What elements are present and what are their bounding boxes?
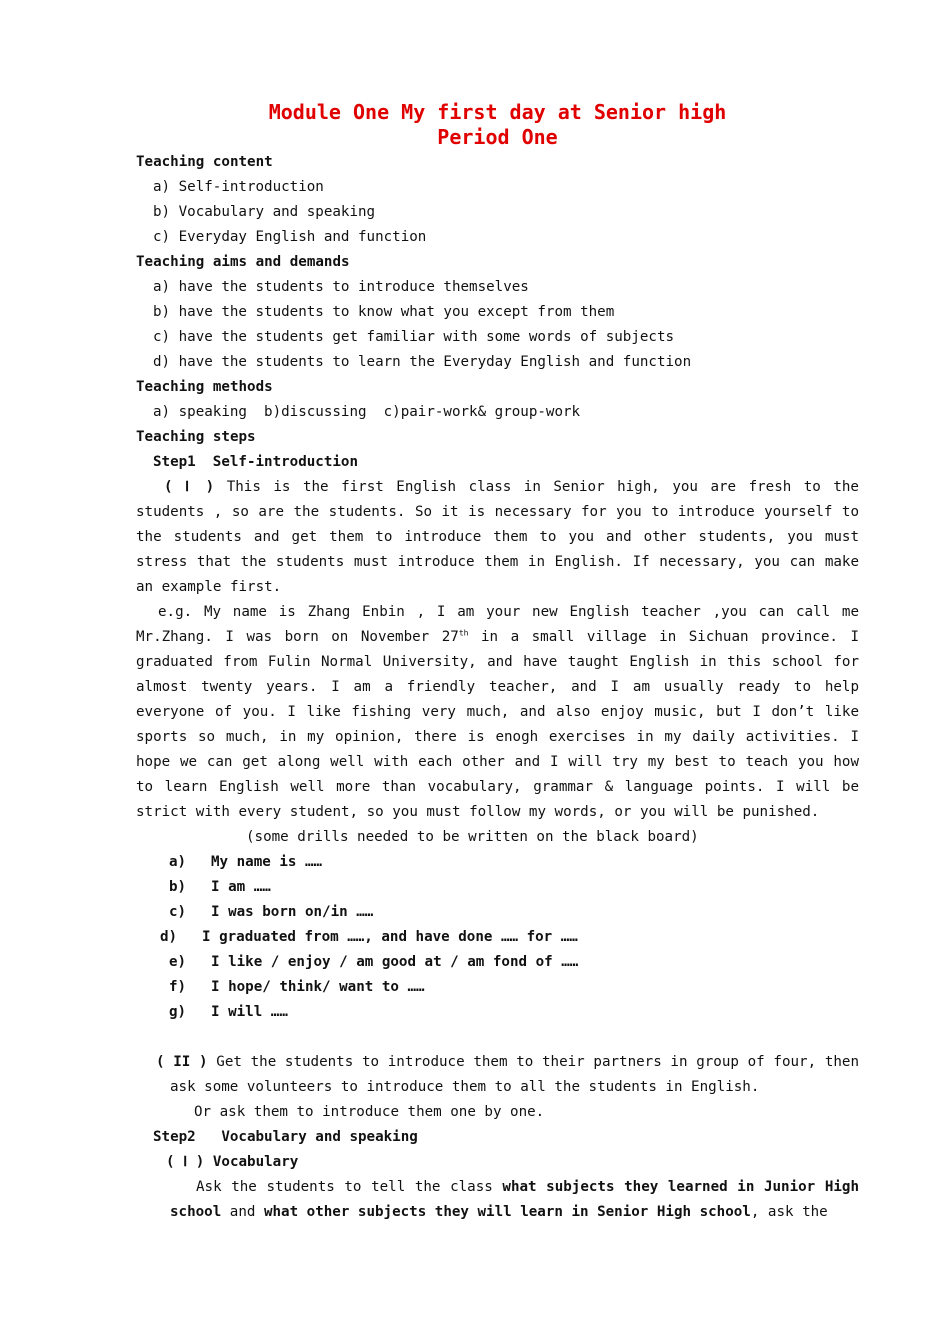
example-superscript: th — [458, 628, 469, 638]
aim-item: c) have the students get familiar with some words of subjects — [153, 329, 675, 345]
section-heading-content: Teaching content — [136, 154, 273, 170]
drill-item: f) I hope/ think/ want to …… — [169, 979, 425, 995]
step1-part2-paragraph — [136, 1050, 859, 1100]
drill-item: d) I graduated from ……, and have done …… for …… — [160, 929, 578, 945]
aim-item: b) have the students to know what you except from them — [153, 304, 615, 320]
example-text-b: in a small village in Sichuan province. I graduated from Fulin Normal University, and have taught English in this school for almost twenty years. I am a friendly teacher, and I am usually ready to help everyone of you. I like fishing very much, and also enjoy music, but I don’t like sports so much, in my opinion, there is enogh exercises in my daily activities. I hope we can get along well with each other and I will try my best to teach you how to learn English well more than vocabulary, grammar & language points. I will be strict with every student, so you must follow my words, or you will be punished. — [136, 629, 859, 820]
document-page — [136, 100, 859, 1225]
step1-part1-paragraph — [136, 475, 859, 600]
example-paragraph — [136, 600, 859, 825]
drill-item: c) I was born on/in …… — [169, 904, 374, 920]
content-item: b) Vocabulary and speaking — [153, 204, 376, 220]
section-heading-steps: Teaching steps — [136, 429, 256, 445]
step2-part1-heading: ( Ⅰ ) Vocabulary — [166, 1154, 299, 1170]
drills-note: (some drills needed to be written on the black board) — [246, 829, 699, 845]
part1-text: This is the first English class in Senior high, you are fresh to the students , so are the students. So it is necessary for you to introduce yourself to the students and get them to introduce them to you and other students, you must stress that the students must introduce them in English. If necessary, you can make an example first. — [136, 479, 859, 595]
method-item: a) speaking b)discussing c)pair-work& group-work — [153, 404, 581, 420]
document-title: Module One My first day at Senior high — [268, 100, 727, 124]
example-text-a: e.g. My name is Zhang Enbin , I am your new English teacher ,you can call me Mr.Zhang. I was born on November 27 — [136, 604, 859, 645]
step2-heading: Step2 Vocabulary and speaking — [153, 1129, 418, 1145]
section-heading-aims: Teaching aims and demands — [136, 254, 350, 270]
drill-item: b) I am …… — [169, 879, 271, 895]
drill-item: a) My name is …… — [169, 854, 323, 870]
part2-label: ( II ) — [156, 1054, 208, 1070]
step2-paragraph: Ask the students to tell the class what subjects they learned in Junior High school and what other subjects they will learn in Senior High school, ask the — [170, 1179, 859, 1220]
aim-item: d) have the students to learn the Everyday English and function — [153, 354, 692, 370]
aim-item: a) have the students to introduce themselves — [153, 279, 529, 295]
drill-item: e) I like / enjoy / am good at / am fond of …… — [169, 954, 579, 970]
part2-more: Or ask them to introduce them one by one. — [194, 1104, 545, 1120]
part1-label: ( Ⅰ ) — [164, 479, 215, 495]
document-subtitle: Period One — [437, 125, 558, 149]
part2-text: Get the students to introduce them to their partners in group of four, then ask some volunteers to introduce them to all the students in English. — [170, 1054, 859, 1095]
step1-heading: Step1 Self-introduction — [153, 454, 358, 470]
section-heading-methods: Teaching methods — [136, 379, 273, 395]
drill-item: g) I will …… — [169, 1004, 288, 1020]
content-item: a) Self-introduction — [153, 179, 324, 195]
content-item: c) Everyday English and function — [153, 229, 427, 245]
